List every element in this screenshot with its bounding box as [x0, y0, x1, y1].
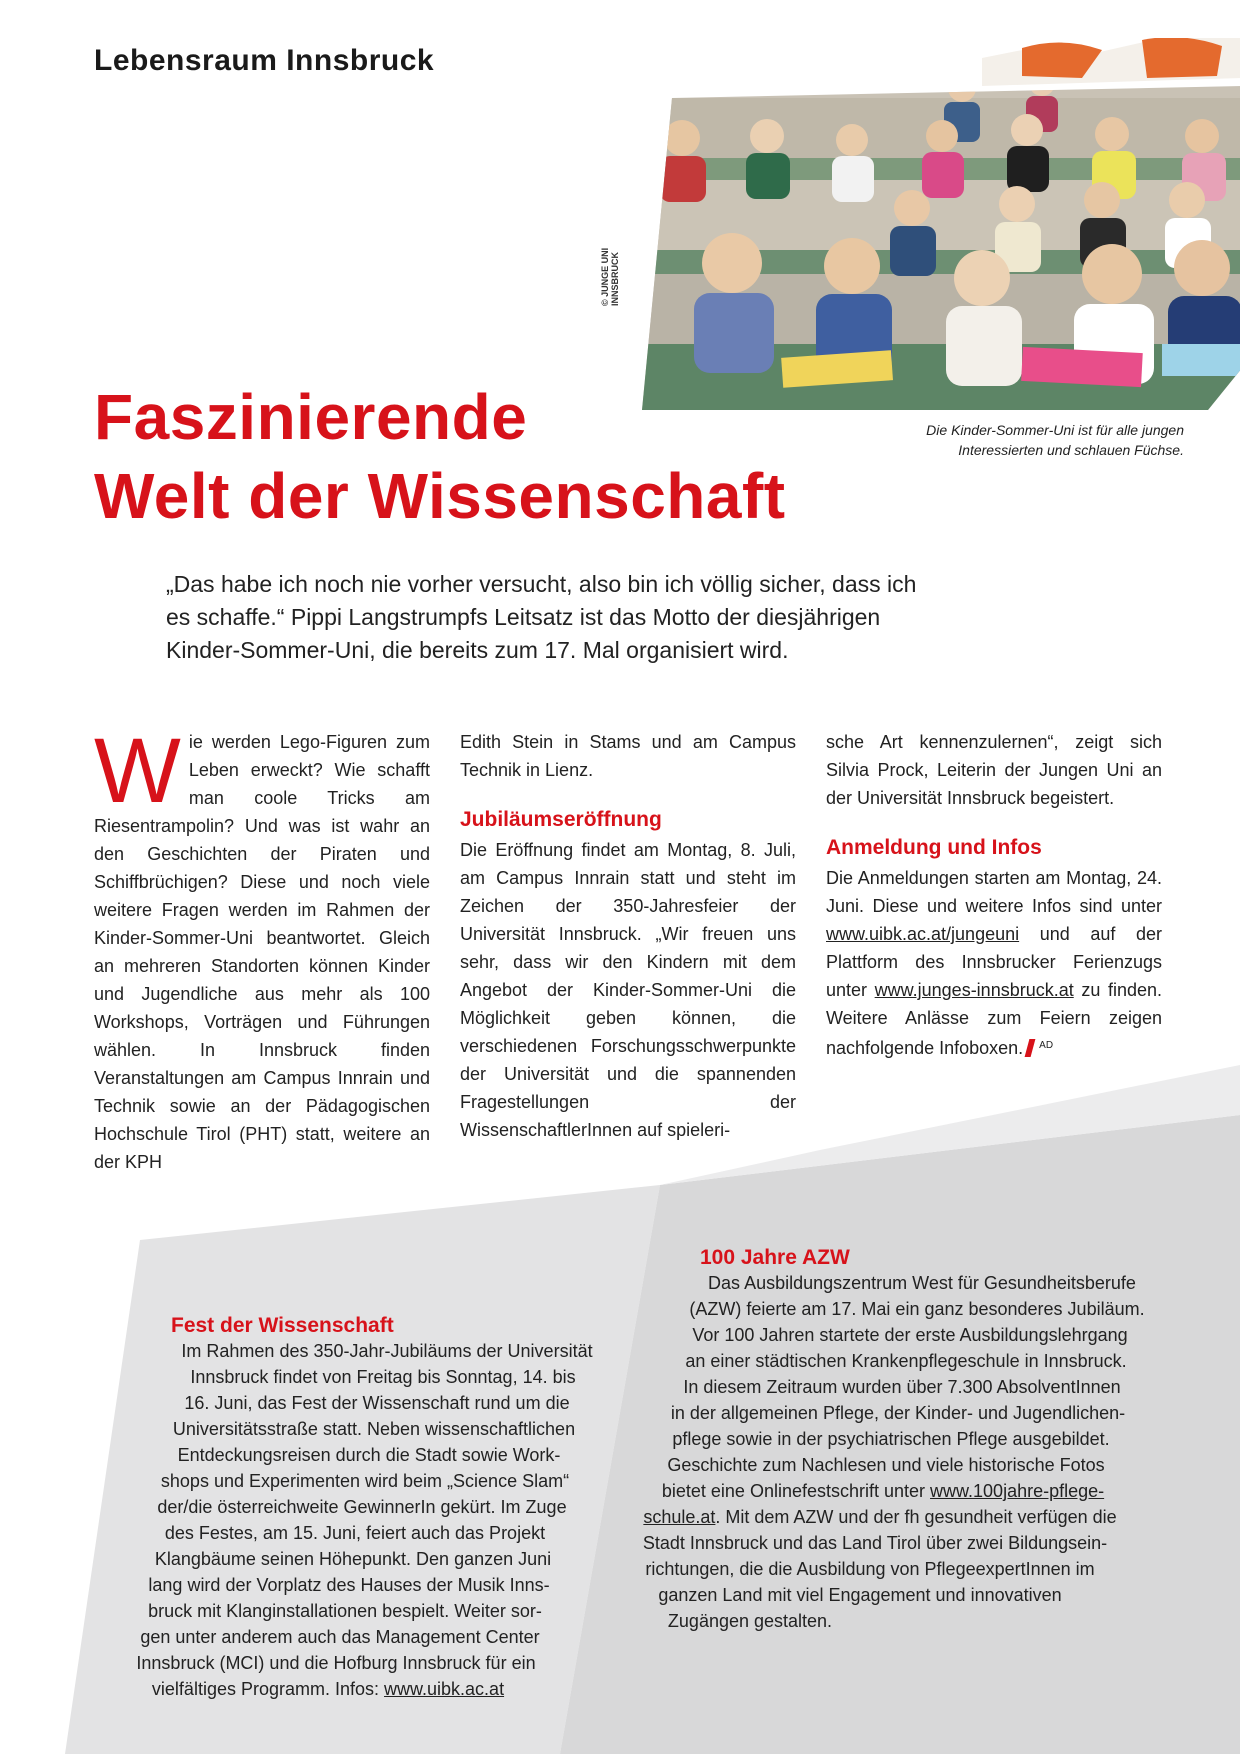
drop-cap: W	[94, 720, 181, 822]
link-100jahre-part2[interactable]: schule.at	[643, 1507, 716, 1527]
azw-link-line	[630, 1478, 1160, 1504]
kinder-sommer-uni-photo	[642, 38, 1240, 410]
azw-link-text: bietet eine Onlinefestschrift unter	[661, 1481, 931, 1501]
link-uibk[interactable]: www.uibk.ac.at	[384, 1679, 505, 1699]
column-2-intro: Edith Stein in Stams und am Campus Technik in Lienz.	[460, 732, 796, 780]
fest-line: Entdeckungsreisen durch die Stadt sowie Work-	[177, 1445, 561, 1465]
caption-line-2: Interessierten und schlauen Füchse.	[958, 442, 1184, 458]
azw-link-line-2	[630, 1504, 1160, 1530]
fest-line: bruck mit Klanginstallationen bespielt. Weiter sor-	[148, 1601, 542, 1621]
azw-line: pflege sowie in der psychiatrischen Pflege ausgebildet.	[672, 1429, 1110, 1449]
end-mark-icon	[1025, 1039, 1036, 1057]
headline	[94, 378, 786, 536]
link-junges-innsbruck[interactable]: www.junges-innsbruck.at	[874, 980, 1074, 1000]
fest-title: Fest der Wissenschaft	[171, 1314, 394, 1337]
azw-line: Stadt Innsbruck und das Land Tirol über zwei Bildungsein-	[642, 1533, 1108, 1553]
azw-line: richtungen, die die Ausbildung von PflegeexpertInnen im	[645, 1559, 1095, 1579]
fest-last-line	[110, 1676, 610, 1702]
fest-line: lang wird der Vorplatz des Hauses der Musik Inns-	[148, 1575, 550, 1595]
subheading-jubilaeum: Jubiläumseröffnung	[460, 808, 662, 831]
headline-line-2: Welt der Wissenschaft	[94, 460, 786, 532]
article-column-3	[826, 728, 1162, 1062]
column-3-text-c: zu finden. Weitere Anlässe zum Feiern zeigen nachfolgende Infoboxen.	[826, 980, 1162, 1058]
photo-caption	[880, 420, 1184, 460]
column-2-body: Die Eröffnung findet am Montag, 8. Juli, am Campus Innrain statt und steht im Zeichen der 350-Jahresfeier der Universität Innsbruck. „Wir freuen uns sehr, dass wir den Kindern mit dem Angebot der Kinder-Sommer-Uni die Möglichkeit geben können, die verschiedenen Forschungsschwerpunkte der Universität und die spannenden Fragestellungen der WissenschaftlerInnen auf spieleri-	[460, 840, 796, 1140]
column-3-text-a: Die Anmeldungen starten am Montag, 24. Juni. Diese und weitere Infos sind unter	[826, 868, 1162, 916]
fest-box-text	[110, 1338, 610, 1702]
author-initials: AD	[1039, 1040, 1054, 1051]
azw-line: In diesem Zeitraum wurden über 7.300 AbsolventInnen	[683, 1377, 1121, 1397]
caption-line-1: Die Kinder-Sommer-Uni ist für alle jungen	[926, 422, 1184, 438]
section-label: Lebensraum Innsbruck	[94, 44, 435, 77]
azw-line: (AZW) feierte am 17. Mai ein ganz besonderes Jubiläum.	[689, 1299, 1145, 1319]
fest-line: Innsbruck findet von Freitag bis Sonntag, 14. bis	[190, 1367, 576, 1387]
article-column-1	[94, 720, 430, 1176]
azw-box-text	[630, 1270, 1160, 1634]
fest-line: der/die österreichweite GewinnerIn gekürt. Im Zuge	[157, 1497, 567, 1517]
link-jungeuni[interactable]: www.uibk.ac.at/jungeuni	[826, 924, 1020, 944]
fest-line: Universitätsstraße statt. Neben wissenschaftlichen	[172, 1419, 576, 1439]
lead-paragraph: „Das habe ich noch nie vorher versucht, also bin ich völlig sicher, dass ich es schaffe.“ Pippi Langstrumpfs Leitsatz ist das Motto der diesjährigen Kinder-Sommer-Uni, die bereits zum 17. Mal organisiert wird.	[166, 571, 917, 663]
fest-line: gen unter anderem auch das Management Center	[140, 1627, 540, 1647]
azw-line: Geschichte zum Nachlesen und viele historische Fotos	[667, 1455, 1105, 1475]
azw-line: Das Ausbildungszentrum West für Gesundheitsberufe	[708, 1273, 1136, 1293]
column-3-text-b: und auf der Plattform des Innsbrucker Ferienzugs unter	[826, 924, 1162, 1000]
azw-title: 100 Jahre AZW	[700, 1246, 850, 1269]
fest-line: Im Rahmen des 350-Jahr-Jubiläums der Universität	[181, 1341, 593, 1361]
fest-line: des Festes, am 15. Juni, feiert auch das Projekt	[164, 1523, 546, 1543]
azw-line: in der allgemeinen Pflege, der Kinder- und Jugendlichen-	[670, 1403, 1126, 1423]
fest-line: Innsbruck (MCI) und die Hofburg Innsbruck für ein	[136, 1653, 536, 1673]
article-column-2	[460, 728, 796, 1144]
column-3-body	[826, 864, 1162, 1062]
azw-line: Vor 100 Jahren startete der erste Ausbildungslehrgang	[692, 1325, 1128, 1345]
azw-line: Zugängen gestalten.	[667, 1611, 833, 1631]
column-1-text: ie werden Lego-Figuren zum Leben erweckt? Wie schafft man coole Tricks am Riesentrampolin? Und was ist wahr an den Geschichten der Piraten und Schiffbrüchigen? Diese und noch viele weitere Fragen werden im Rahmen der Kinder-Sommer-Uni beantwortet. Gleich an mehreren Standorten können Kinder und Jugendliche aus mehr als 100 Workshops, Vorträgen und Führungen wählen. In Innsbruck finden Veranstaltungen am Campus Innrain und Technik sowie an der Pädagogischen Hochschule Tirol (PHT) statt, weitere an der KPH	[94, 732, 430, 1172]
fest-line: shops und Experimenten wird beim „Science Slam“	[160, 1471, 570, 1491]
fest-last-text: vielfältiges Programm. Infos:	[151, 1679, 385, 1699]
fest-line: 16. Juni, das Fest der Wissenschaft rund um die	[184, 1393, 570, 1413]
subheading-anmeldung: Anmeldung und Infos	[826, 836, 1042, 859]
column-3-intro: sche Art kennenzulernen“, zeigt sich Silvia Prock, Leiterin der Jungen Uni an der Universität Innsbruck begeistert.	[826, 732, 1162, 808]
photo-credit: © JUNGE UNI INNSBRUCK	[600, 247, 620, 306]
link-100jahre-part1[interactable]: www.100jahre-pflege-	[930, 1481, 1105, 1501]
azw-line: an einer städtischen Krankenpflegeschule in Innsbruck.	[685, 1351, 1127, 1371]
azw-line: ganzen Land mit viel Engagement und innovativen	[658, 1585, 1062, 1605]
headline-line-1: Faszinierende	[94, 381, 528, 453]
azw-after-link: . Mit dem AZW und der fh gesundheit verfügen die	[715, 1507, 1117, 1527]
fest-line: Klangbäume seinen Höhepunkt. Den ganzen Juni	[154, 1549, 552, 1569]
